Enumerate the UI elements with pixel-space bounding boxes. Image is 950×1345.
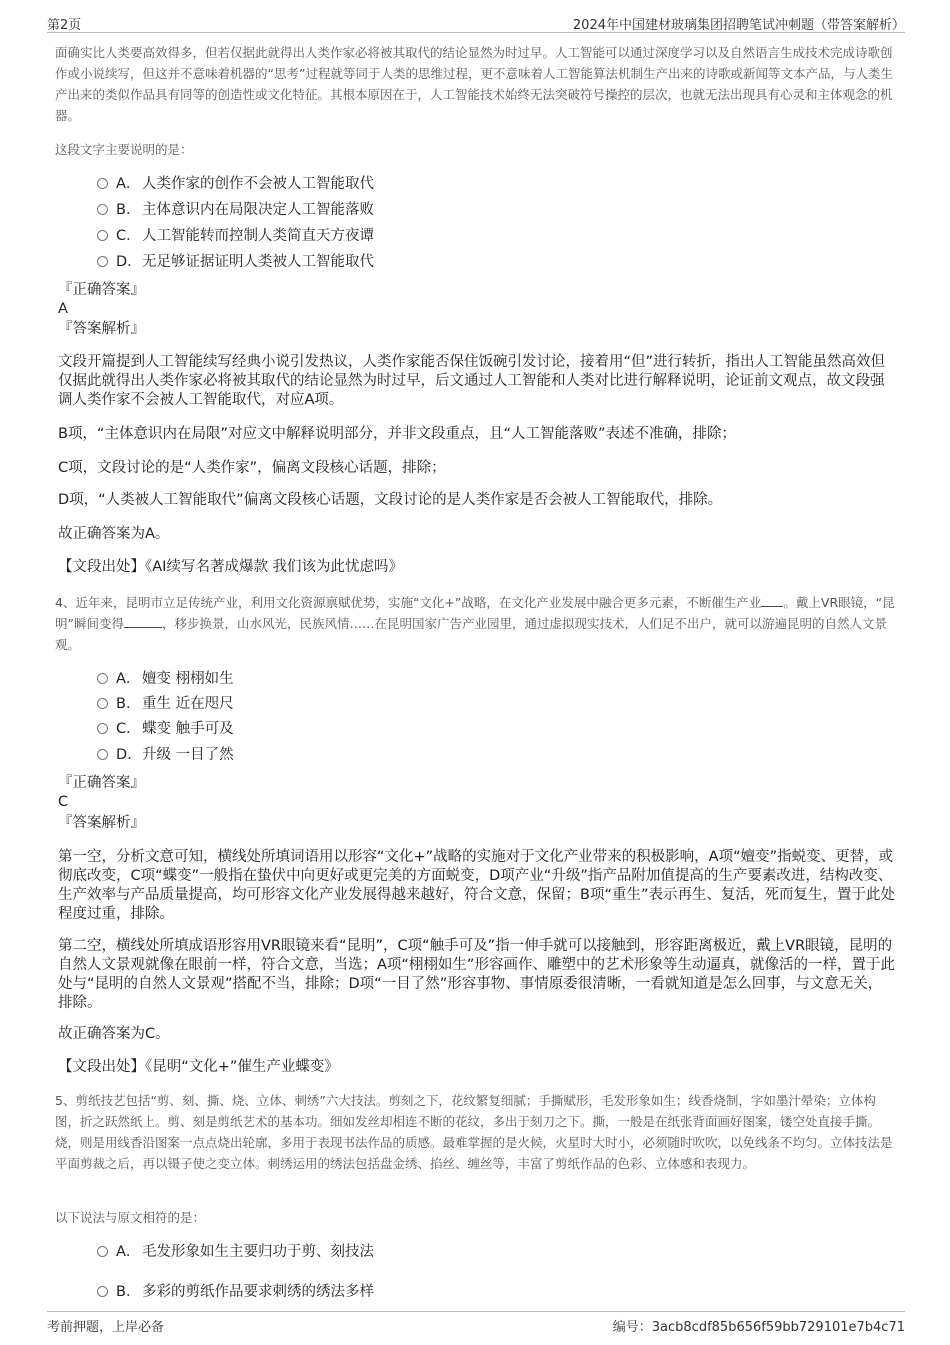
- answer-label: 『正确答案』: [58, 282, 145, 298]
- q3-passage: 面确实比人类要高效得多，但若仅据此就得出人类作家必将被其取代的结论显然为时过早。人工智能可以通过深度学习以及自然语言生成技术完成诗歌创作或小说续写，但这并不意味着机器的“思考”过程就等同于人类的思维过程，更不意味着人工智能算法机制生产出来的诗歌或新闻等文本产品，与人类生产出来的类似作品具有同等的创造性或文化特征。其根本原因在于，人工智能技术始终无法突破符号操控的层次，也就无法出现具有心灵和主体观念的机器。: [55, 45, 893, 123]
- page-header: [47, 10, 905, 33]
- radio-icon[interactable]: [97, 1246, 108, 1257]
- q3-analysis-b: B项，“主体意识内在局限”对应文中解释说明部分，并非文段重点，且“人工智能落败”表述不准确，排除；: [58, 426, 736, 442]
- q3-option-a[interactable]: A． 人类作家的创作不会被人工智能取代: [97, 174, 374, 194]
- q4-option-a[interactable]: A． 嬗变 栩栩如生: [97, 669, 234, 689]
- radio-icon[interactable]: [97, 749, 108, 760]
- q5-stem: 以下说法与原文相符的是：: [55, 1210, 206, 1225]
- radio-icon[interactable]: [97, 698, 108, 709]
- q4-option-c[interactable]: C．蝶变 触手可及: [97, 719, 234, 739]
- q4-source: 【文段出处】《昆明“文化+”催生产业蝶变》: [58, 1059, 339, 1075]
- q5-passage: 5、剪纸技艺包括“剪、刻、撕、烧、立体、刺绣”六大技法。剪刻之下，花纹繁复细腻；手撕赋形，毛发形象如生；线香烧制，字如墨汁晕染；立体构图，折之跃然纸上。剪、刻是剪纸艺术的基本功。细如发丝却相连不断的花纹，多出于刻刀之下。撕，一般是在纸张背面画好图案，镂空处直接手撕。烧，则是用线香沿图案一点点烧出轮廓，多用于表现书法作品的质感。最难掌握的是火候，火星时大时小，必须随时吹吹，以免线条不均匀。立体技法是平面剪裁之后，再以镊子使之变立体。刺绣运用的绣法包括盘金绣、掐丝、缠丝等，丰富了剪纸作品的色彩、立体感和表现力。: [55, 1093, 893, 1171]
- q5-option-a[interactable]: A． 毛发形象如生主要归功于剪、刻技法: [97, 1242, 374, 1262]
- page-footer: [47, 1311, 905, 1336]
- document-id: 编号：3acb8cdf85b656f59bb729101e7b4c71: [612, 1320, 905, 1335]
- radio-icon[interactable]: [97, 204, 108, 215]
- page-number: 第2页: [47, 18, 82, 33]
- q3-analysis-c: C项，文段讨论的是“人类作家”，偏离文段核心话题，排除；: [58, 460, 446, 476]
- answer-value: A: [58, 301, 68, 317]
- answer-value: C: [58, 794, 69, 810]
- radio-icon[interactable]: [97, 178, 108, 189]
- q4-analysis-second-blank: 第二空，横线处所填成语形容用VR眼镜来看“昆明”，C项“触手可及”指一伸手就可以接触到，形容距离极近，戴上VR眼镜，昆明的自然人文景观就像在眼前一样，符合文意，当选；A项“栩栩如生”形容画作、雕塑中的艺术形象等生动逼真，就像活的一样，置于此处与“昆明的自然人文景观”搭配不当，排除；D项“一目了然”形容事物、事情原委很清晰，一看就知道是怎么回事，与文意无关，排除。: [58, 938, 895, 1011]
- radio-icon[interactable]: [97, 230, 108, 241]
- document-title: 2024年中国建材玻璃集团招聘笔试冲刺题（带答案解析）: [572, 18, 905, 33]
- fill-blank: [761, 594, 783, 607]
- q3-conclusion: 故正确答案为A。: [58, 526, 170, 542]
- q4-option-b[interactable]: B． 重生 近在咫尺: [97, 694, 234, 714]
- q4-conclusion: 故正确答案为C。: [58, 1026, 170, 1042]
- q3-analysis-d: D项，“人类被人工智能取代”偏离文段核心话题，文段讨论的是人类作家是否会被人工智能取代，排除。: [58, 492, 723, 508]
- analysis-label: 『答案解析』: [58, 321, 145, 337]
- fill-blank: [124, 615, 162, 628]
- radio-icon[interactable]: [97, 723, 108, 734]
- radio-icon[interactable]: [97, 1286, 108, 1297]
- q3-source: 【文段出处】《AI续写名著成爆款 我们该为此忧虑吗》: [58, 559, 404, 575]
- q4-analysis-first-blank: 第一空，分析文意可知，横线处所填词语用以形容“文化+”战略的实施对于文化产业带来的积极影响，A项“嬗变”指蜕变、更替，或彻底改变，C项“蝶变”一般指在蛰伏中向更好或更完美的方面蜕变，D项产业“升级”指产品附加值提高的生产要素改进，结构改变、生产效率与产品质量提高，均可形容文化产业发展得越来越好，符合文意，保留；B项“重生”表示再生、复活，死而复生，置于此处程度过重，排除。: [58, 849, 895, 922]
- radio-icon[interactable]: [97, 256, 108, 267]
- radio-icon[interactable]: [97, 673, 108, 684]
- q4-stem: 4、近年来，昆明市立足传统产业，利用文化资源禀赋优势，实施“文化+”战略，在文化产业发展中融合更多元素，不断催生产业 。戴上VR眼镜，“昆明”瞬间变得 ，移步换景，山水风光，民族风情……在昆明国家广告产业园里，通过虚拟现实技术，人们足不出户，就可以游遍昆明的自然人文景观。: [55, 595, 895, 652]
- answer-label: 『正确答案』: [58, 775, 145, 791]
- q3-option-d[interactable]: D．无足够证据证明人类被人工智能取代: [97, 252, 374, 272]
- analysis-label: 『答案解析』: [58, 815, 145, 831]
- q5-option-b[interactable]: B． 多彩的剪纸作品要求刺绣的绣法多样: [97, 1282, 374, 1302]
- q3-option-b[interactable]: B． 主体意识内在局限决定人工智能落败: [97, 200, 374, 220]
- footer-slogan: 考前押题，上岸必备: [47, 1320, 165, 1335]
- q4-option-d[interactable]: D．升级 一目了然: [97, 745, 234, 765]
- q3-option-c[interactable]: C．人工智能转而控制人类简直天方夜谭: [97, 226, 374, 246]
- q3-stem: 这段文字主要说明的是：: [55, 142, 193, 157]
- q3-analysis-main: 文段开篇提到人工智能续写经典小说引发热议，人类作家能否保住饭碗引发讨论，接着用“但”进行转折，指出人工智能虽然高效但仅据此就得出人类作家必将被其取代的结论显然为时过早，后文通过人工智能和人类对比进行解释说明，论证前文观点，故文段强调人类作家不会被人工智能取代，对应A项。: [58, 354, 886, 408]
